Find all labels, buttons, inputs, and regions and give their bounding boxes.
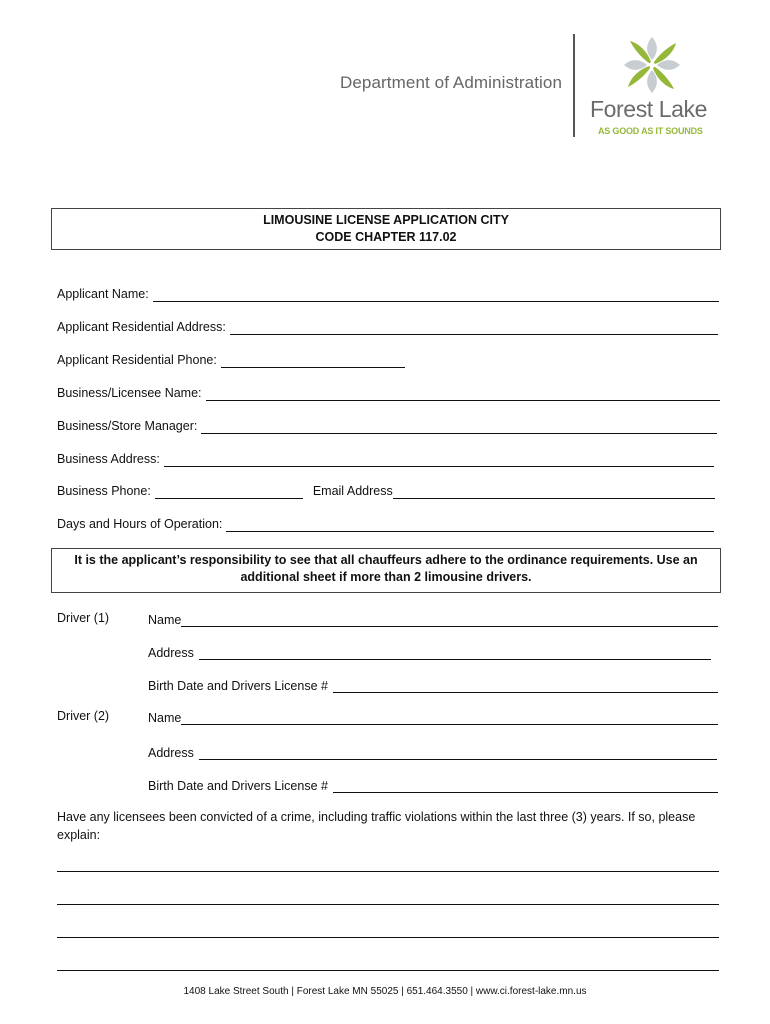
driver-2-address-label: Address — [148, 746, 194, 760]
footer-contact: 1408 Lake Street South | Forest Lake MN 55025 | 651.464.3550 | www.ci.forest-lake.mn.us — [183, 986, 587, 997]
driver-2-address-row — [148, 742, 717, 760]
driver-2-license-label: Birth Date and Drivers License # — [148, 779, 328, 793]
residential-address-row — [57, 317, 718, 335]
chauffeur-notice-box — [51, 548, 721, 593]
logo-tagline: AS GOOD AS IT SOUNDS — [598, 126, 703, 136]
header-divider — [573, 34, 575, 137]
driver-1-label: Driver (1) — [57, 611, 110, 625]
driver-2-name-field[interactable] — [181, 712, 718, 725]
leaf-flower-icon — [621, 34, 683, 96]
driver-1-address-field[interactable] — [199, 647, 711, 660]
driver-1-address-row — [148, 642, 711, 660]
business-address-row — [57, 449, 714, 467]
explanation-line-1[interactable] — [57, 871, 719, 872]
residential-address-label: Applicant Residential Address: — [57, 320, 226, 334]
forest-lake-logo — [588, 34, 728, 144]
form-title-line-2: CODE CHAPTER 117.02 — [315, 230, 457, 244]
driver-2-license-row — [148, 775, 718, 793]
conviction-question: Have any licensees been convicted of a crime, including traffic violations within the last three (3) years. If so, please explain: — [57, 810, 696, 842]
residential-phone-field[interactable] — [221, 355, 405, 368]
driver-2-license-field[interactable] — [333, 780, 718, 793]
residential-address-field[interactable] — [230, 322, 718, 335]
notice-line-2: additional sheet if more than 2 limousine drivers. — [240, 570, 532, 584]
residential-phone-row — [57, 350, 405, 368]
logo-name: Forest Lake — [590, 96, 708, 122]
business-phone-row — [57, 481, 715, 499]
driver-1-name-field[interactable] — [181, 614, 718, 627]
business-name-label: Business/Licensee Name: — [57, 386, 202, 400]
business-name-field[interactable] — [206, 388, 720, 401]
email-address-label: Email Address — [312, 484, 393, 498]
driver-1-license-field[interactable] — [333, 680, 718, 693]
days-hours-row — [57, 514, 714, 532]
business-address-field[interactable] — [164, 454, 714, 467]
driver-1-license-label: Birth Date and Drivers License # — [148, 679, 328, 693]
residential-phone-label: Applicant Residential Phone: — [57, 353, 217, 367]
driver-1-license-row — [148, 675, 718, 693]
days-hours-label: Days and Hours of Operation: — [57, 517, 223, 531]
explanation-line-4[interactable] — [57, 970, 719, 971]
email-address-field[interactable] — [393, 486, 715, 499]
business-phone-field[interactable] — [155, 486, 303, 499]
driver-2-label: Driver (2) — [57, 709, 110, 723]
notice-line-1: It is the applicant’s responsibility to see that all chauffeurs adhere to the ordinance requirements. Use an — [74, 553, 698, 567]
driver-2-address-field[interactable] — [199, 747, 717, 760]
store-manager-row — [57, 416, 717, 434]
business-address-label: Business Address: — [57, 452, 160, 466]
explanation-line-2[interactable] — [57, 904, 719, 905]
form-title-line-1: LIMOUSINE LICENSE APPLICATION CITY — [263, 213, 509, 227]
store-manager-label: Business/Store Manager: — [57, 419, 198, 433]
driver-2-name-label: Name — [148, 711, 182, 725]
applicant-name-row — [57, 284, 719, 302]
business-phone-label: Business Phone: — [57, 484, 151, 498]
applicant-name-label: Applicant Name: — [57, 287, 149, 301]
driver-2-name-row — [148, 707, 718, 725]
business-name-row — [57, 383, 720, 401]
applicant-name-field[interactable] — [153, 289, 719, 302]
explanation-line-3[interactable] — [57, 937, 719, 938]
department-name: Department of Administration — [340, 73, 563, 92]
form-title-box — [51, 208, 721, 250]
driver-1-name-label: Name — [148, 613, 182, 627]
days-hours-field[interactable] — [226, 519, 714, 532]
driver-1-address-label: Address — [148, 646, 194, 660]
driver-1-name-row — [148, 609, 718, 627]
store-manager-field[interactable] — [201, 421, 717, 434]
